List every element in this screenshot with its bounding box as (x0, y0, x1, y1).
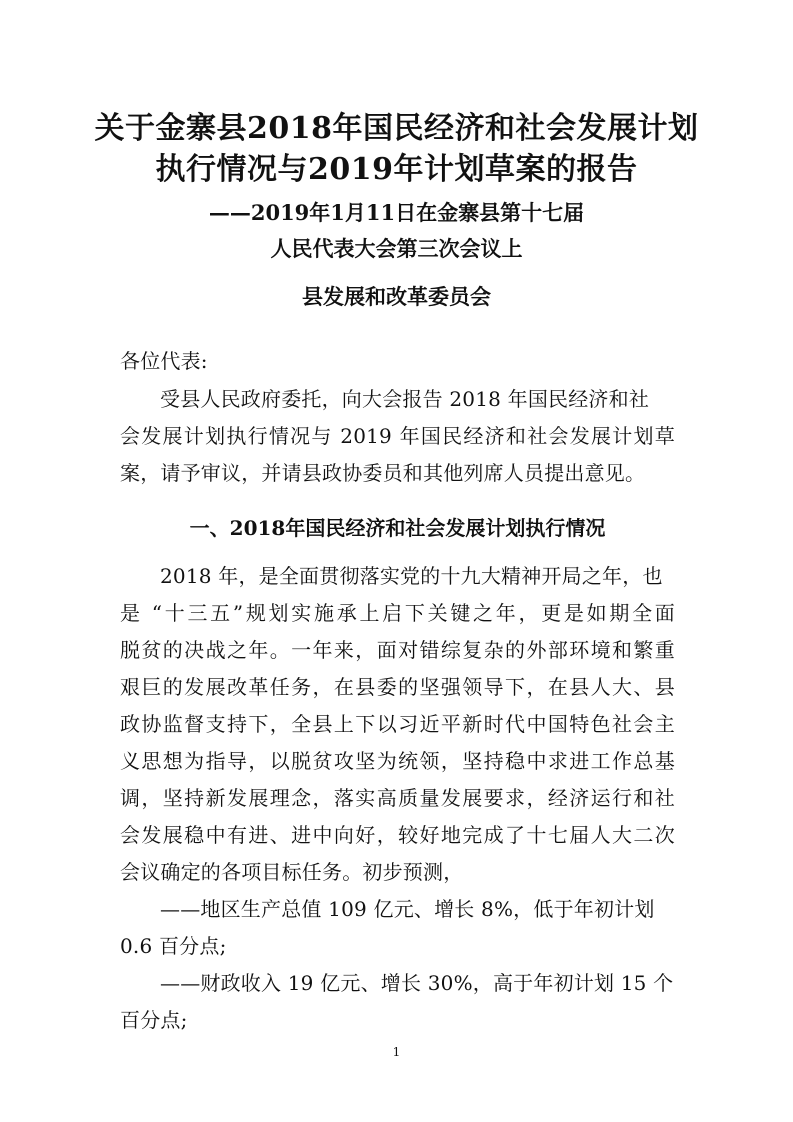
body-line: 调，坚持新发展理念，落实高质量发展要求，经济运行和社 (120, 786, 675, 810)
body-line: 政协监督支持下，全县上下以习近平新时代中国特色社会主 (120, 712, 675, 736)
page-number: 1 (392, 1045, 401, 1059)
body-line: 艰巨的发展改革任务，在县委的坚强领导下，在县人大、县 (120, 675, 675, 699)
body-line: 2018 年，是全面贯彻落实党的十九大精神开局之年，也 (160, 564, 663, 588)
body-line: 会发展稳中有进、进中向好，较好地完成了十七届人大二次 (120, 823, 675, 847)
intro-line: 案，请予审议，并请县政协委员和其他列席人员提出意见。 (120, 461, 646, 485)
intro-line: 受县人民政府委托，向大会报告 2018 年国民经济和社 (160, 387, 650, 411)
body-line: 是 “十三五”规划实施承上启下关键之年，更是如期全面 (120, 601, 675, 625)
author-line: 县发展和改革委员会 (302, 284, 491, 309)
bullet-line: ——地区生产总值 109 亿元、增长 8%，低于年初计划 (160, 897, 655, 921)
section-heading: 一、2018年国民经济和社会发展计划执行情况 (189, 516, 606, 540)
intro-line: 会发展计划执行情况与 2019 年国民经济和社会发展计划草 (120, 424, 675, 448)
subtitle-line2: 人民代表大会第三次会议上 (270, 236, 523, 261)
document-title-line1: 关于金寨县2018年国民经济和社会发展计划 (94, 111, 699, 146)
body-line: 会议确定的各项目标任务。初步预测， (120, 860, 464, 884)
bullet-line: 0.6 百分点; (120, 934, 227, 958)
bullet-line: 百分点; (120, 1008, 188, 1032)
bullet-line: ——财政收入 19 亿元、增长 30%，高于年初计划 15 个 (160, 971, 674, 995)
document-title-line2: 执行情况与2019年计划草案的报告 (155, 152, 638, 187)
salutation: 各位代表: (120, 349, 208, 373)
body-line: 义思想为指导，以脱贫攻坚为统领，坚持稳中求进工作总基 (120, 749, 675, 773)
subtitle-line1: ——2019年1月11日在金寨县第十七届 (208, 200, 585, 225)
body-line: 脱贫的决战之年。一年来，面对错综复杂的外部环境和繁重 (120, 638, 675, 662)
